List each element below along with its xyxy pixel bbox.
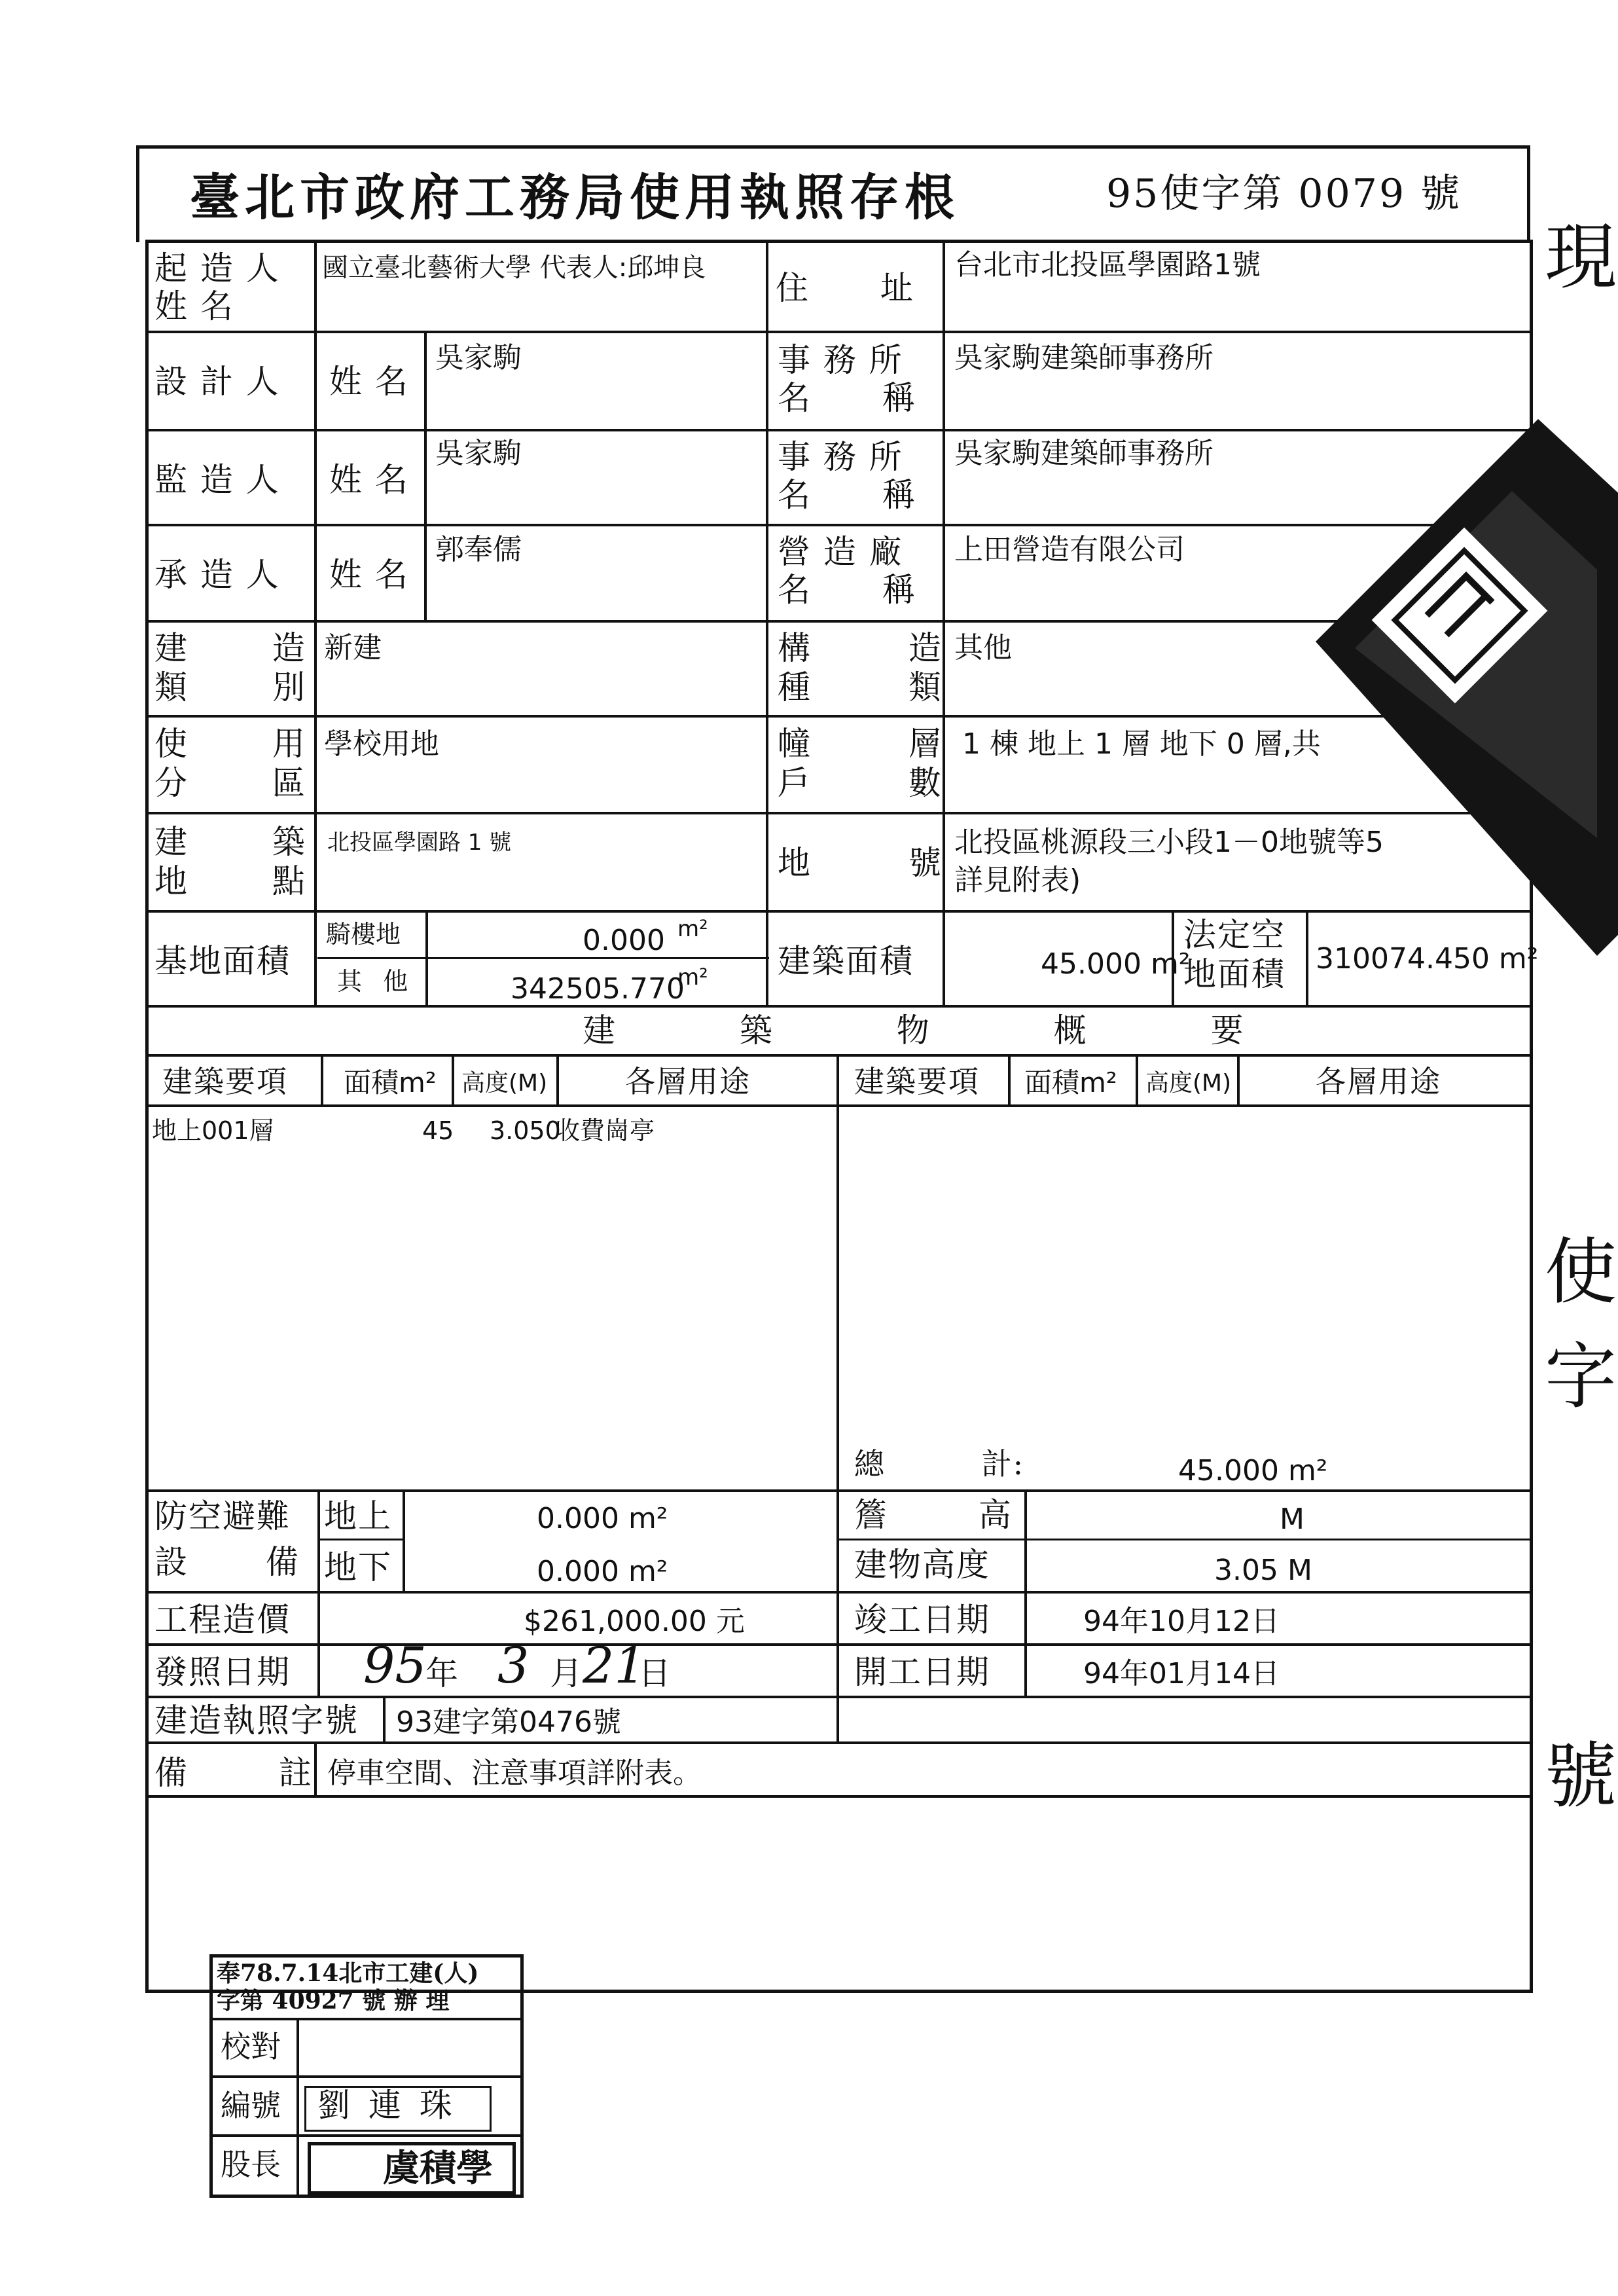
contractor-office: 上田營造有限公司 [954, 533, 1185, 566]
floors-value: 1 棟 地上 1 層 地下 0 層,共 [962, 727, 1321, 761]
number-label: 編號 [221, 2088, 281, 2123]
other-unit: m² [677, 964, 708, 991]
issue-day: 21 [583, 1636, 646, 1694]
address-label: 住 址 [776, 269, 914, 307]
overview-col-item-left: 建築要項 [162, 1064, 288, 1099]
other-label: 其 他 [337, 967, 415, 996]
approval-stamp-box [209, 1954, 524, 2198]
designer-office: 吳家駒建築師事務所 [954, 341, 1214, 374]
structure-label-2: 種 類 [778, 668, 943, 706]
overview-row-area: 45 [422, 1116, 454, 1145]
floors-label-1: 幢 層 [778, 725, 943, 763]
bldg-height-label: 建物高度 [854, 1546, 990, 1584]
structure-label-1: 構 造 [778, 629, 943, 667]
supervisor-office-label-1: 事 務 所 [778, 438, 903, 476]
remark-value: 停車空間、注意事項詳附表。 [327, 1757, 702, 1790]
issue-year-unit: 年 [425, 1654, 459, 1692]
build-type-label-1: 建 造 [154, 629, 306, 667]
supervisor-office: 吳家駒建築師事務所 [954, 437, 1214, 470]
overview-row-item: 地上001層 [152, 1116, 274, 1145]
building-area-value: 45.000 m² [1041, 947, 1191, 981]
overview-row-height: 3.050 [490, 1116, 561, 1145]
supervisor-name-label: 姓 名 [329, 461, 409, 499]
open-space-label-1: 法定空 [1183, 916, 1285, 954]
start-date-label: 開工日期 [854, 1653, 990, 1691]
total-value: 45.000 m² [1178, 1454, 1328, 1487]
bldg-height-value: 3.05 M [1214, 1554, 1312, 1587]
overview-col-area-left: 面積m² [344, 1066, 437, 1099]
overview-col-item-right: 建築要項 [854, 1064, 980, 1099]
address-value: 台北市北投區學園路1號 [954, 248, 1261, 282]
contractor-office-label-2: 名 稱 [778, 571, 916, 609]
shelter-above-label: 地上 [324, 1497, 392, 1535]
supervisor-name: 吳家駒 [435, 437, 522, 470]
shelter-below-label: 地下 [324, 1548, 392, 1586]
build-type-value: 新建 [324, 631, 382, 665]
complete-date-value: 94年10月12日 [1083, 1605, 1280, 1638]
document-title: 臺北市政府工務局使用執照存根 [190, 168, 960, 227]
designer-name-label: 姓 名 [329, 363, 409, 401]
lot-value-line2: 詳見附表) [954, 864, 1081, 897]
edge-char-2: 使 [1545, 1230, 1617, 1314]
edge-char-1: 現 [1545, 215, 1617, 299]
overview-col-use-left: 各層用途 [625, 1064, 751, 1099]
start-date-value: 94年01月14日 [1083, 1657, 1280, 1690]
overview-title: 建 築 物 概 要 [583, 1011, 1245, 1049]
builder-value: 國立臺北藝術大學 代表人:邱坤良 [322, 253, 706, 283]
building-area-label: 建築面積 [778, 942, 914, 980]
issue-day-unit: 日 [638, 1654, 672, 1692]
structure-value: 其他 [954, 631, 1012, 665]
designer-office-label-1: 事 務 所 [778, 341, 903, 379]
check-label: 校對 [221, 2029, 281, 2064]
issue-month: 3 [497, 1636, 530, 1694]
designer-role: 設 計 人 [154, 363, 280, 401]
issue-year: 95 [363, 1636, 427, 1694]
overview-col-use-right: 各層用途 [1316, 1064, 1441, 1099]
arcade-label: 騎樓地 [326, 920, 401, 949]
eave-label: 簷 高 [854, 1496, 1013, 1534]
permit-number: 95使字第 0079 號 [1106, 171, 1462, 217]
shelter-label-2: 設 備 [154, 1543, 300, 1581]
lot-value-line1: 北投區桃源段三小段1－0地號等5 [954, 826, 1384, 859]
contractor-role: 承 造 人 [154, 556, 280, 594]
arcade-value: 0.000 [583, 924, 665, 957]
cost-value: $261,000.00 元 [524, 1605, 745, 1638]
eave-value: M [1280, 1503, 1304, 1536]
overview-col-height-left: 高度(M) [461, 1070, 548, 1097]
location-label-1: 建 築 [154, 823, 306, 861]
open-space-label-2: 地面積 [1183, 955, 1285, 993]
chief-value: 虞積學 [383, 2147, 493, 2190]
edge-char-4: 號 [1545, 1734, 1617, 1818]
build-permit-value: 93建字第0476號 [396, 1705, 621, 1739]
stamp-line-1: 奉78.7.14北市工建(人) [217, 1959, 479, 1987]
issue-date-label: 發照日期 [154, 1653, 291, 1691]
contractor-name: 郭奉儒 [435, 533, 522, 566]
lot-label: 地 號 [778, 844, 943, 882]
overview-row-use: 收費崗亭 [555, 1116, 655, 1145]
overview-col-area-right: 面積m² [1024, 1066, 1117, 1099]
issue-month-unit: 月 [550, 1654, 584, 1692]
complete-date-label: 竣工日期 [854, 1601, 990, 1639]
location-label-2: 地 點 [154, 862, 306, 900]
site-area-label: 基地面積 [154, 942, 291, 980]
shelter-below-value: 0.000 m² [537, 1555, 668, 1588]
build-permit-label: 建造執照字號 [154, 1702, 359, 1740]
location-value: 北投區學園路 1 號 [327, 829, 512, 856]
total-label: 總 計: [854, 1446, 1025, 1482]
contractor-office-label-1: 營 造 廠 [778, 533, 903, 571]
overview-col-height-right: 高度(M) [1145, 1070, 1232, 1097]
builder-name-label: 姓 名 [154, 287, 234, 325]
contractor-name-label: 姓 名 [329, 556, 409, 594]
supervisor-office-label-2: 名 稱 [778, 476, 916, 514]
floors-label-2: 戶 數 [778, 764, 943, 802]
build-type-label-2: 類 別 [154, 668, 306, 706]
zoning-value: 學校用地 [324, 727, 439, 761]
number-value: 劉 連 珠 [317, 2086, 456, 2124]
edge-char-3: 字 [1545, 1335, 1617, 1419]
official-stamp-svg [1231, 340, 1618, 995]
designer-name: 吳家駒 [435, 341, 522, 374]
chief-label: 股長 [221, 2147, 281, 2182]
designer-office-label-2: 名 稱 [778, 379, 916, 417]
shelter-label-1: 防空避難 [154, 1497, 291, 1535]
cost-label: 工程造價 [154, 1601, 291, 1639]
builder-label: 起 造 人 [154, 249, 280, 287]
open-space-value: 310074.450 m² [1316, 942, 1539, 975]
stamp-line-2: 字第 40927 號 辦 理 [217, 1987, 450, 2014]
supervisor-role: 監 造 人 [154, 461, 280, 499]
other-value: 342505.770 [511, 972, 685, 1006]
shelter-above-value: 0.000 m² [537, 1502, 668, 1535]
zoning-label-2: 分 區 [154, 764, 306, 802]
remark-label: 備 註 [154, 1754, 313, 1792]
arcade-unit: m² [677, 916, 708, 942]
official-stamp-graphic [1231, 340, 1618, 995]
zoning-label-1: 使 用 [154, 725, 306, 763]
